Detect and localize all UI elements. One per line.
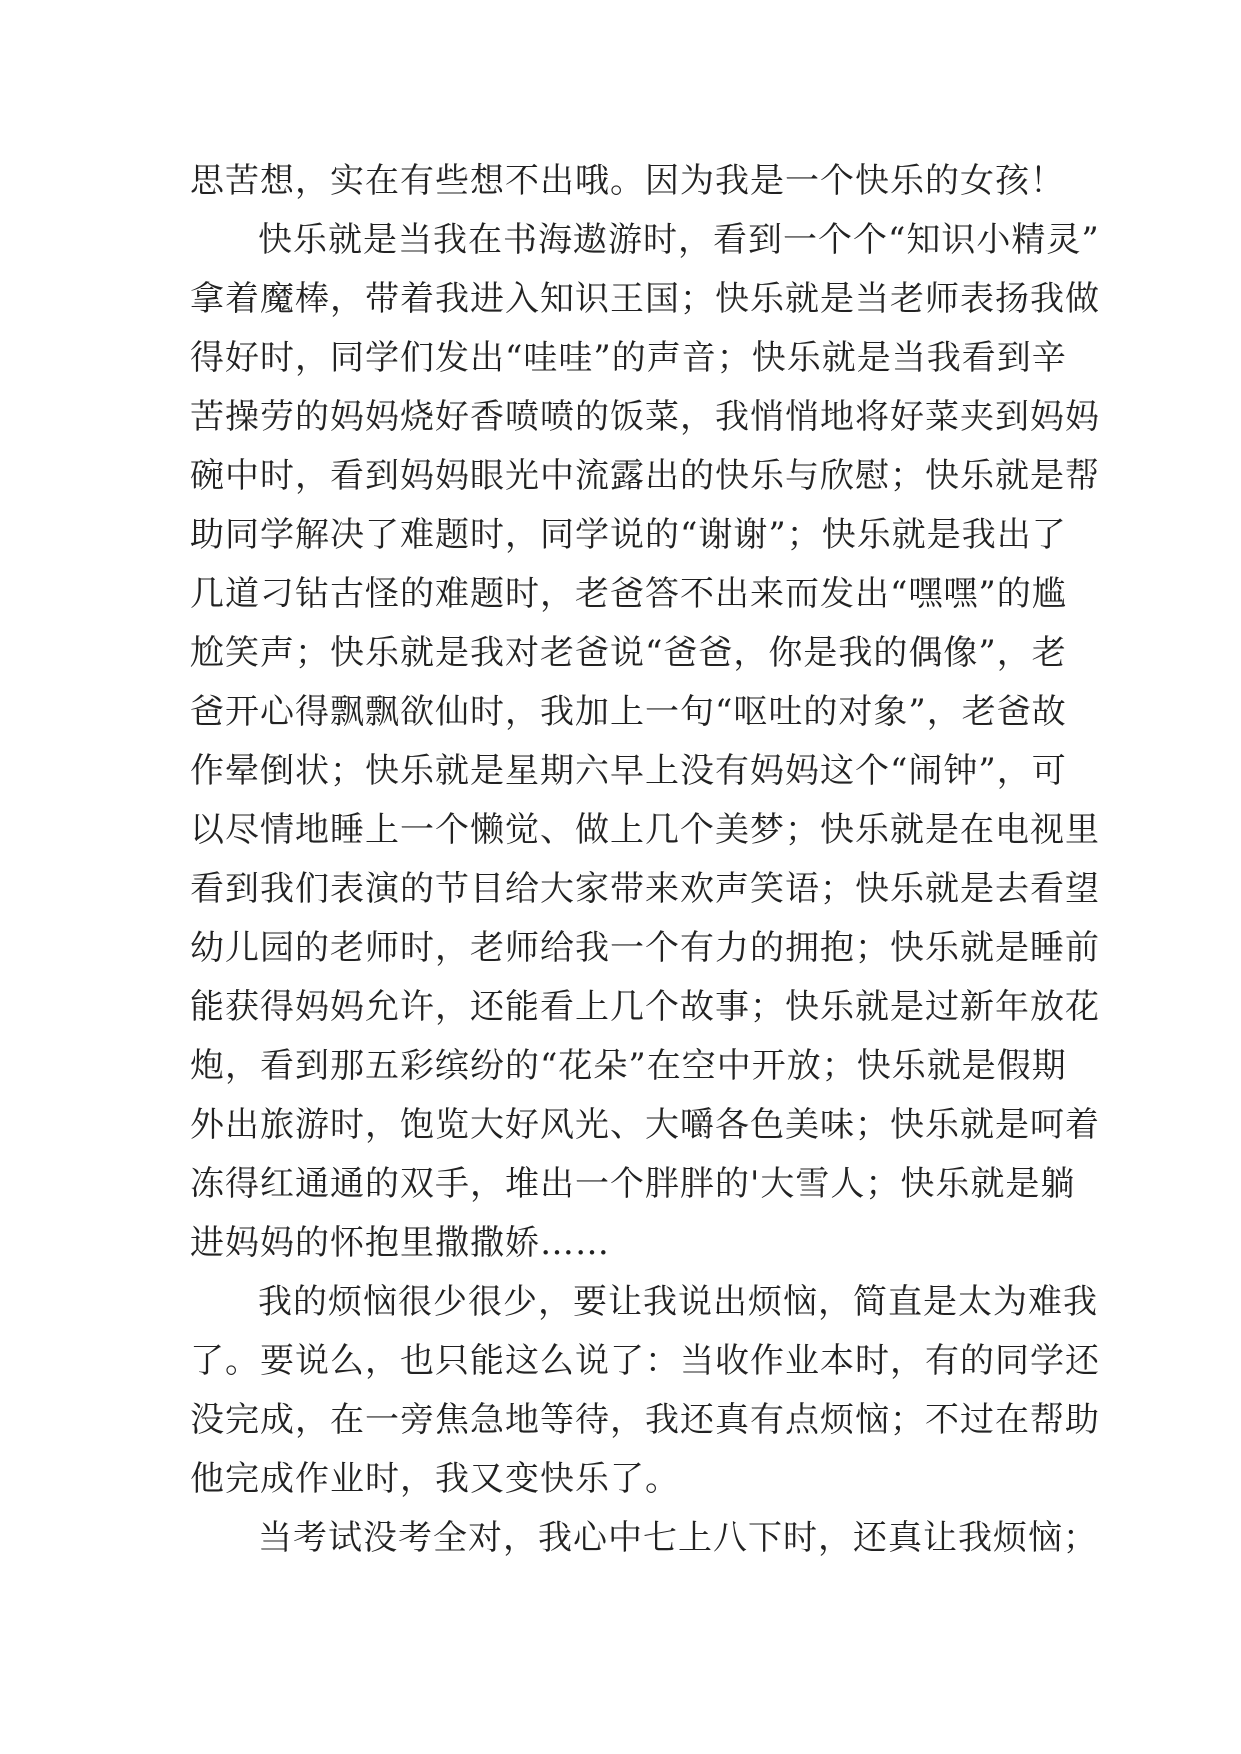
text-line: 作晕倒状；快乐就是星期六早上没有妈妈这个“闹钟”，可	[190, 751, 1067, 791]
text-line: 幼儿园的老师时，老师给我一个有力的拥抱；快乐就是睡前	[190, 928, 1100, 968]
text-line: 爸开心得飘飘欲仙时，我加上一句“呕吐的对象”，老爸故	[190, 692, 1067, 732]
text-line: 尬笑声；快乐就是我对老爸说“爸爸，你是我的偶像”，老	[190, 633, 1067, 673]
text-line: 进妈妈的怀抱里撒撒娇……	[190, 1223, 610, 1263]
text-line: 炮，看到那五彩缤纷的“花朵”在空中开放；快乐就是假期	[190, 1046, 1067, 1086]
text-line: 他完成作业时，我又变快乐了。	[190, 1459, 680, 1499]
text-line: 了。要说么，也只能这么说了：当收作业本时，有的同学还	[190, 1341, 1100, 1381]
text-line: 助同学解决了难题时，同学说的“谢谢”；快乐就是我出了	[190, 515, 1067, 555]
paragraph-start-line: 当考试没考全对，我心中七上八下时，还真让我烦恼；	[258, 1518, 1098, 1558]
paragraph-start-line: 快乐就是当我在书海遨游时，看到一个个“知识小精灵”	[258, 220, 1100, 260]
paragraph-start-line: 我的烦恼很少很少，要让我说出烦恼，简直是太为难我	[258, 1282, 1098, 1322]
text-line: 能获得妈妈允许，还能看上几个故事；快乐就是过新年放花	[190, 987, 1100, 1027]
text-line: 苦操劳的妈妈烧好香喷喷的饭菜，我悄悄地将好菜夹到妈妈	[190, 397, 1100, 437]
text-line: 几道刁钻古怪的难题时，老爸答不出来而发出“嘿嘿”的尴	[190, 574, 1067, 614]
text-line: 以尽情地睡上一个懒觉、做上几个美梦；快乐就是在电视里	[190, 810, 1100, 850]
document-body	[190, 152, 1100, 1568]
text-line: 外出旅游时，饱览大好风光、大嚼各色美味；快乐就是呵着	[190, 1105, 1100, 1145]
text-line: 碗中时，看到妈妈眼光中流露出的快乐与欣慰；快乐就是帮	[190, 456, 1100, 496]
text-line: 看到我们表演的节目给大家带来欢声笑语；快乐就是去看望	[190, 869, 1100, 909]
text-line: 得好时，同学们发出“哇哇”的声音；快乐就是当我看到辛	[190, 338, 1067, 378]
text-line: 思苦想，实在有些想不出哦。因为我是一个快乐的女孩！	[190, 161, 1065, 201]
text-line: 没完成，在一旁焦急地等待，我还真有点烦恼；不过在帮助	[190, 1400, 1100, 1440]
text-line: 冻得红通通的双手，堆出一个胖胖的'大雪人；快乐就是躺	[190, 1164, 1076, 1204]
text-line: 拿着魔棒，带着我进入知识王国；快乐就是当老师表扬我做	[190, 279, 1100, 319]
